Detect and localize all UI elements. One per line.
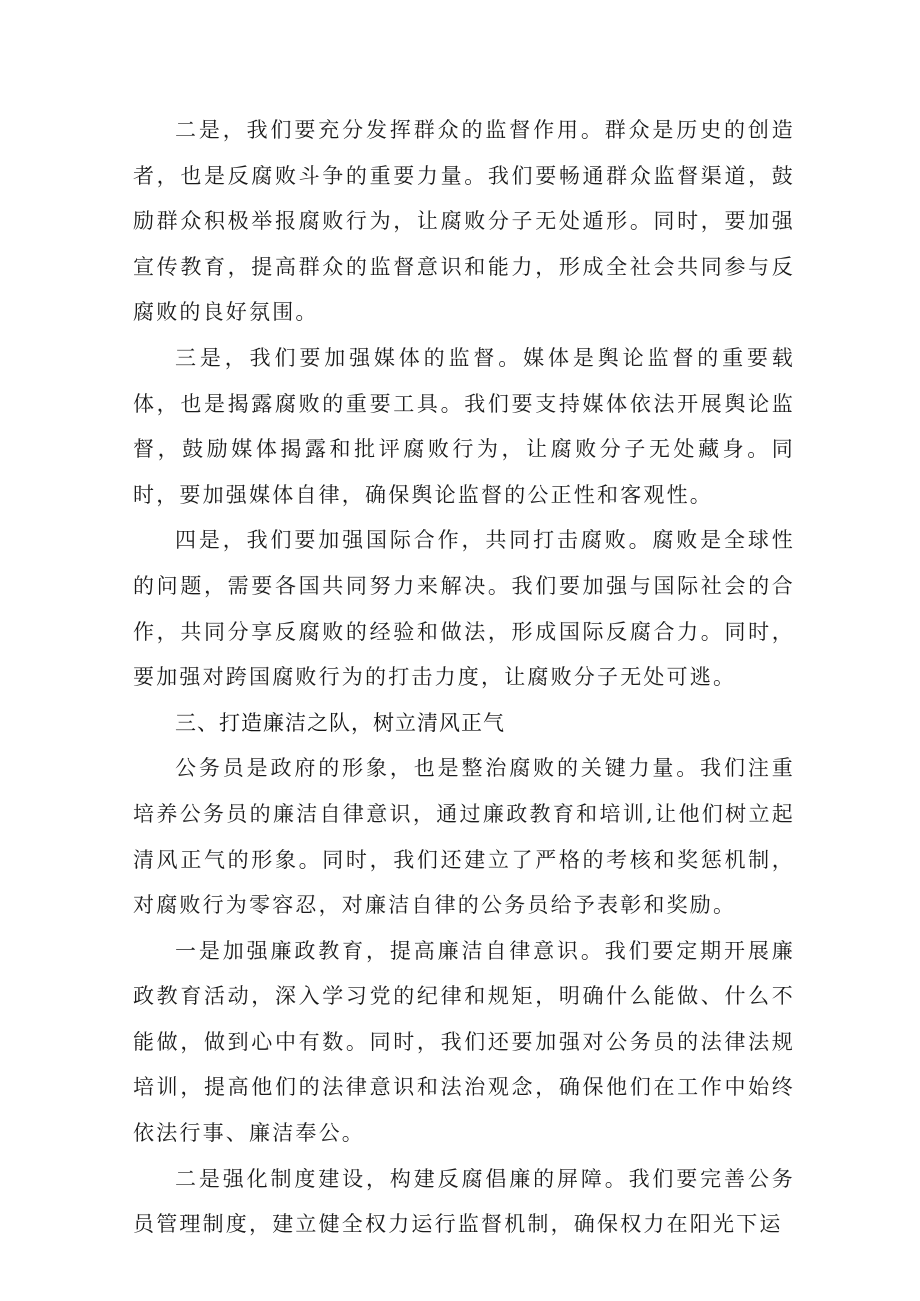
document-body [133,108,795,1248]
paragraph-international-cooperation: 四是，我们要加强国际合作，共同打击腐败。腐败是全球性的问题，需要各国共同努力来解决。我们要加强与国际社会的合作，共同分享反腐败的经验和做法，形成国际反腐合力。同时，要加强对跨国腐败行为的打击力度，让腐败分子无处可逃。 [133,528,795,690]
paragraph-media-supervision: 三是，我们要加强媒体的监督。媒体是舆论监督的重要载体，也是揭露腐败的重要工具。我们要支持媒体依法开展舆论监督，鼓励媒体揭露和批评腐败行为，让腐败分子无处藏身。同时，要加强媒体自律，确保舆论监督的公正性和客观性。 [133,345,795,507]
paragraph-system-building: 二是强化制度建设，构建反腐倡廉的屏障。我们要完善公务员管理制度，建立健全权力运行监督机制，确保权力在阳光下运 [133,1166,795,1237]
paragraph-masses-supervision: 二是，我们要充分发挥群众的监督作用。群众是历史的创造者，也是反腐败斗争的重要力量。我们要畅通群众监督渠道，鼓励群众积极举报腐败行为，让腐败分子无处遁形。同时，要加强宣传教育，提高群众的监督意识和能力，形成全社会共同参与反腐败的良好氛围。 [133,118,795,325]
paragraph-integrity-education: 一是加强廉政教育，提高廉洁自律意识。我们要定期开展廉政教育活动，深入学习党的纪律和规矩，明确什么能做、什么不能做，做到心中有数。同时，我们还要加强对公务员的法律法规培训，提高他们的法律意识和法治观念，确保他们在工作中始终依法行事、廉洁奉公。 [133,938,795,1146]
section-heading: 三、打造廉洁之队，树立清风正气 [175,710,505,735]
paragraph-civil-servants: 公务员是政府的形象，也是整治腐败的关键力量。我们注重培养公务员的廉洁自律意识，通过廉政教育和培训,让他们树立起清风正气的形象。同时，我们还建立了严格的考核和奖惩机制，对腐败行为零容忍，对廉洁自律的公务员给予表彰和奖励。 [133,756,795,918]
